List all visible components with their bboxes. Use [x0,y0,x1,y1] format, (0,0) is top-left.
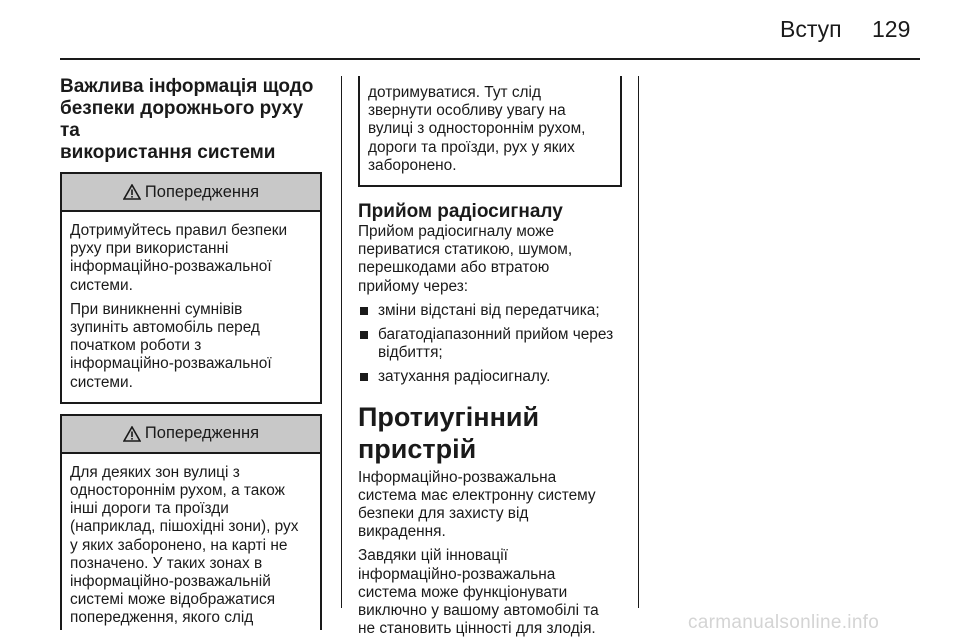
column-middle [358,70,622,642]
square-bullet-icon [360,331,368,339]
list-item-text: затухання радіосигналу. [378,368,551,386]
list-item [358,368,622,386]
list-item-text: багатодіапазонний прийом через відбиття; [378,326,614,362]
column-left [60,70,322,642]
list-item-text: зміни відстані від передатчика; [378,301,600,319]
warning-paragraph: дотримуватися. Тут слід звернути особливу увагу на вулиці з одностороннім рухом, дороги та проїзди, рух у яких заборонено. [368,84,586,174]
square-bullet-icon [360,307,368,315]
warning-box-continued [358,76,622,187]
anti-theft-paragraph: Інформаційно-розважальна система має електронну систему безпеки для захисту від викрадення. [358,468,596,541]
warning-header [62,416,320,454]
watermark: carmanualsonline.info [688,612,880,633]
warning-title: Попередження [144,424,260,443]
anti-theft-heading: Протиугінний пристрій [358,401,540,464]
column-divider [341,76,342,608]
header-divider [60,58,920,60]
warning-triangle-icon [123,184,141,200]
warning-body [360,76,620,185]
warning-title: Попередження [144,182,260,201]
list-item [358,326,622,362]
warning-triangle-icon [123,426,141,442]
safety-heading: Важлива інформація щодо безпеки дорожнього руху та використання системи [60,76,314,163]
warning-body [62,212,320,402]
radio-bullet-list [358,302,622,387]
anti-theft-paragraph: Завдяки цій інновації інформаційно-розважальна система може функціонувати виключно у вашому автомобілі та не становить цінності для злодія. [358,547,599,638]
warning-box [60,414,322,630]
warning-paragraph: При виникненні сумнівів зупиніть автомобіль перед початком роботи з інформаційно-розважальної системи. [70,300,272,391]
radio-heading: Прийом радіосигналу [358,201,563,223]
radio-paragraph: Прийом радіосигналу може периватися статикою, шумом, перешкодами або втратою прийому через: [358,223,573,295]
column-divider [638,76,639,608]
list-item [358,302,622,320]
square-bullet-icon [360,373,368,381]
warning-body [62,454,320,638]
warning-header [62,174,320,212]
warning-paragraph: Дотримуйтесь правил безпеки руху при використанні інформаційно-розважальної системи. [70,222,288,294]
warning-paragraph: Для деяких зон вулиці з одностороннім рухом, а також інші дороги та проїзди (наприклад, пішохідні зони), рух у яких заборонено, на карті не позначено. У таких зонах в інформаційно-розважальній системі може відображатися попередження, якого слід [70,463,299,627]
section-title: Вступ [780,16,842,42]
page-number: 129 [872,16,911,42]
warning-box [60,172,322,404]
